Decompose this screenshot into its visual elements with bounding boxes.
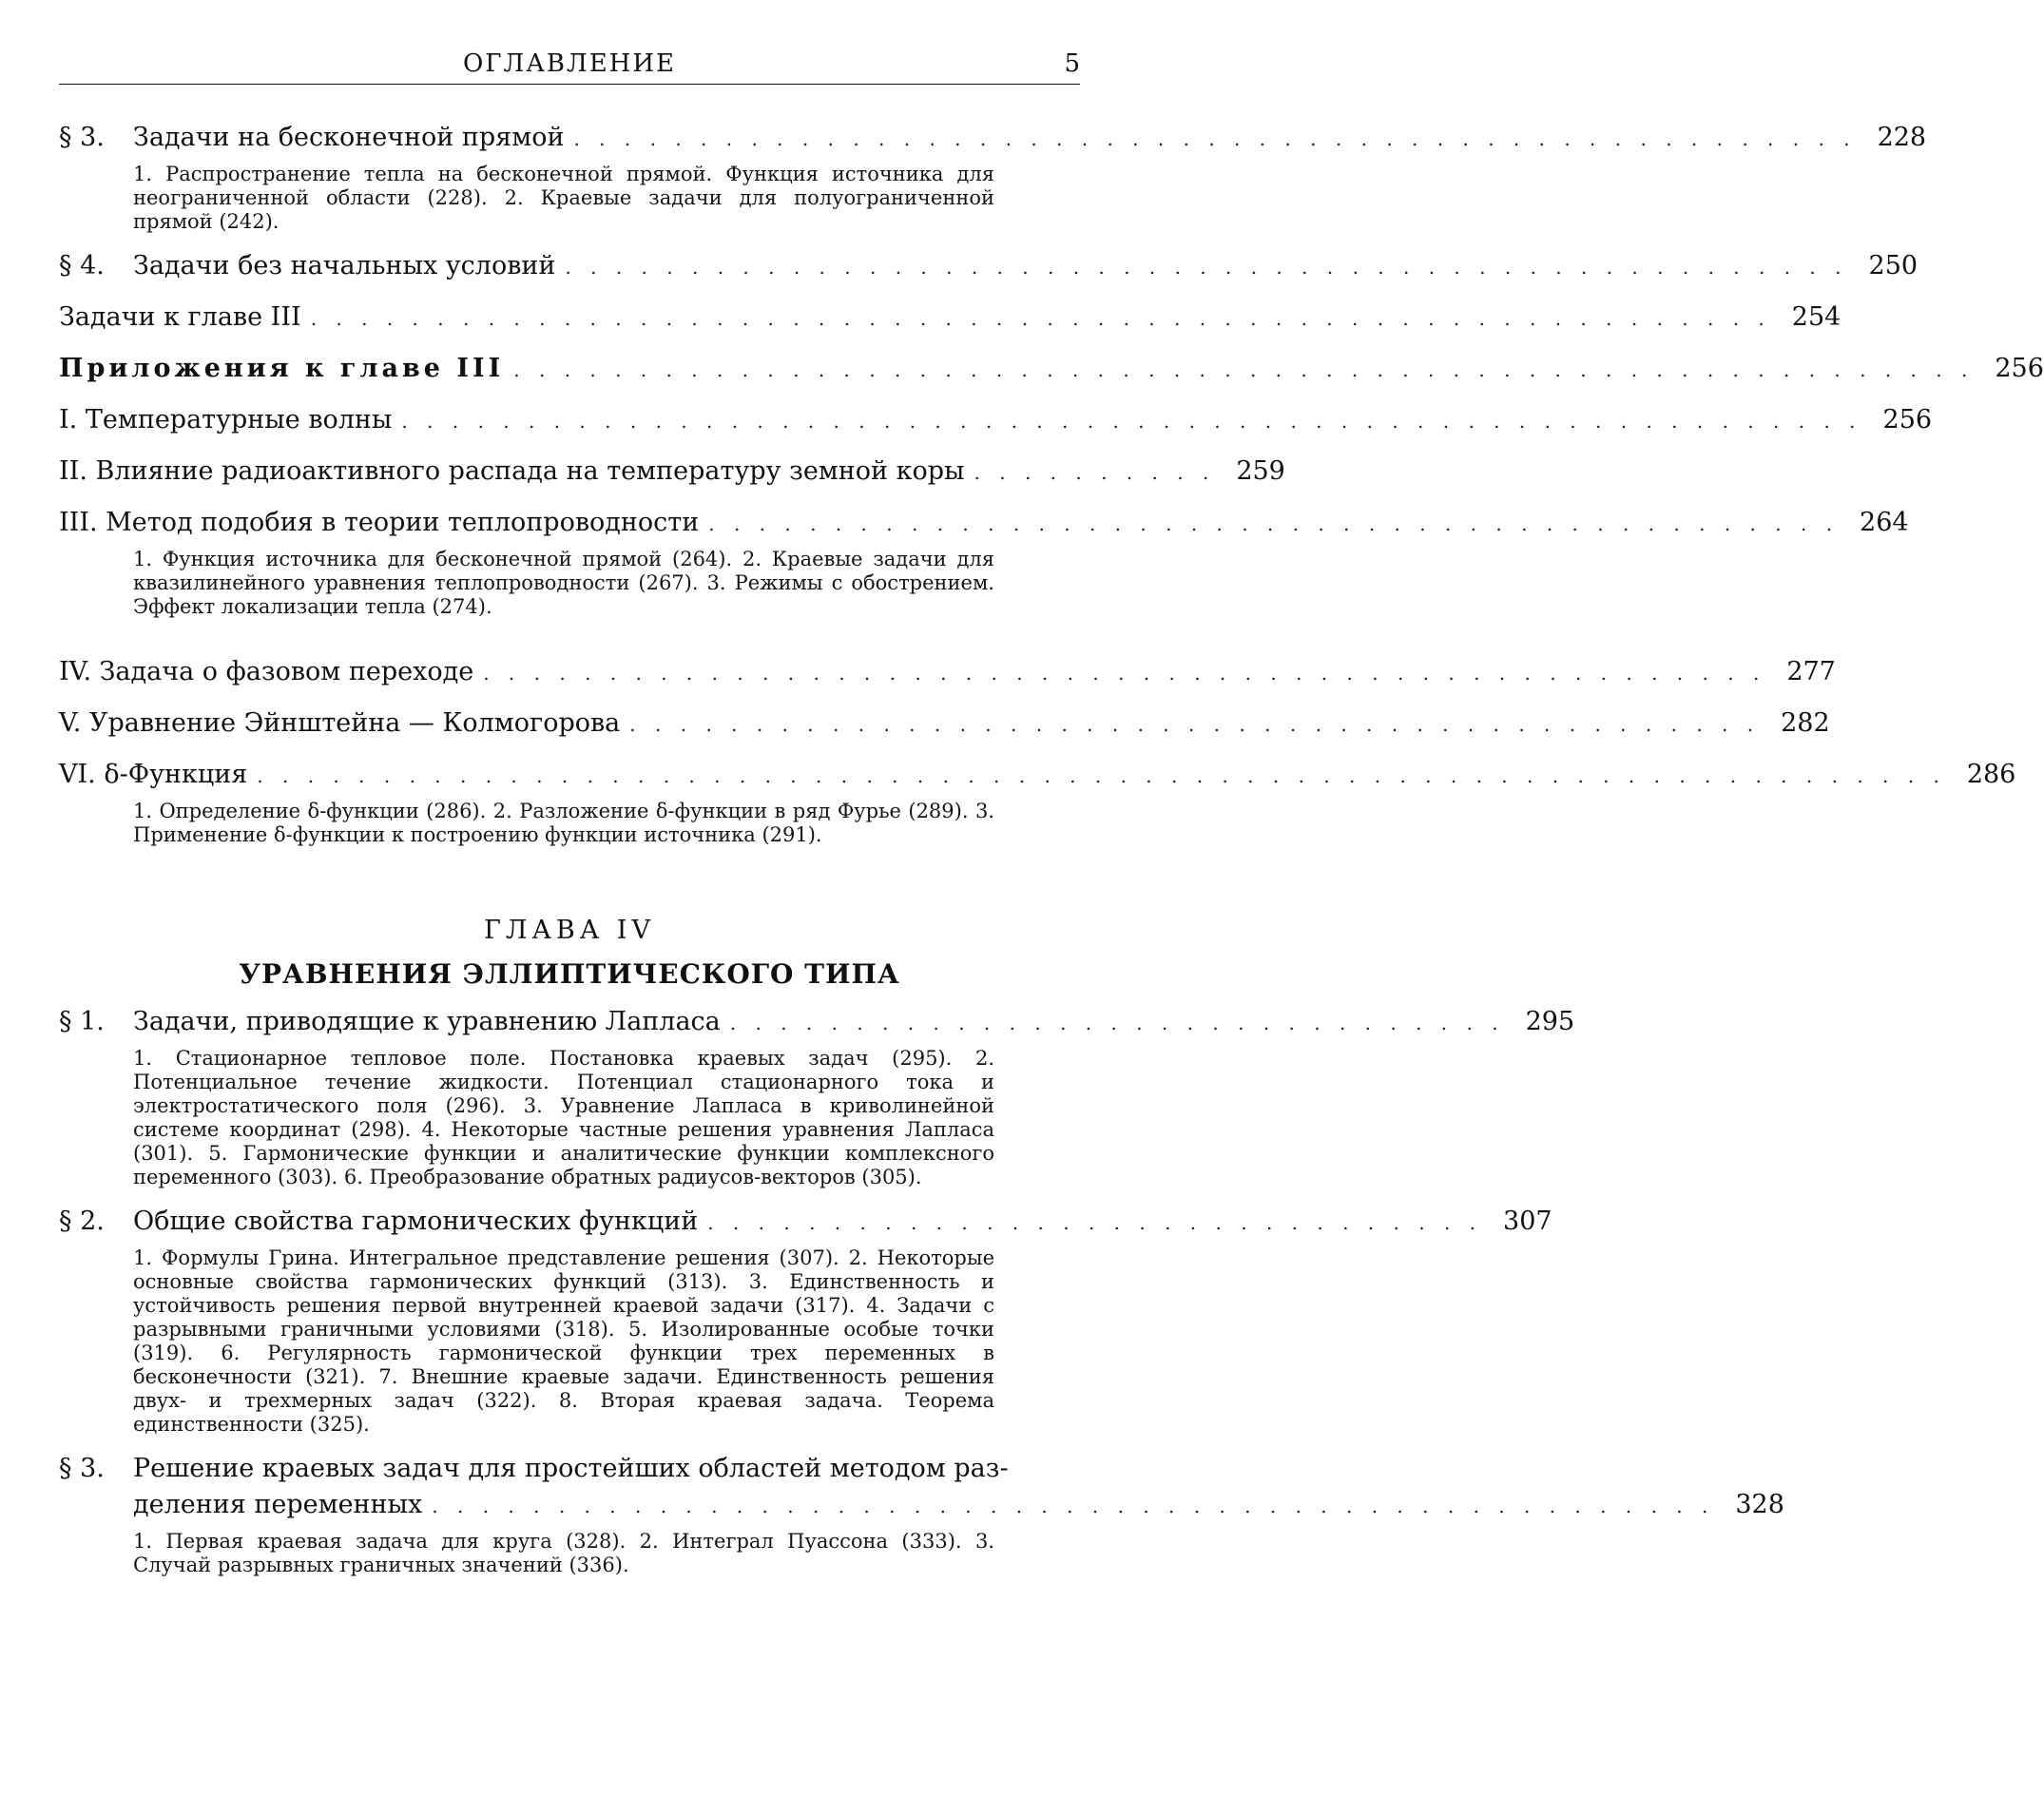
entry-page: 250 bbox=[1868, 251, 1919, 280]
leader-dots: . . . . . . . . . . . . . . . . . . . . . . . . . . . . . . . . . . . . . . . . . . . . . . . . . . . bbox=[483, 662, 1766, 685]
entry-page: 328 bbox=[1735, 1490, 1784, 1519]
toc-entry-ch4-s3[interactable] bbox=[59, 1451, 1784, 1577]
leader-dots: . . . . . . . . . . . . . . . . . . . . . . . . . . . . . . . . . . . . . . . . . . . . . . . . . . . bbox=[432, 1495, 1715, 1517]
entry-subsections: 1. Формулы Грина. Интегральное представление решения (307). 2. Некоторые основные свойства гармонических функций (313). 3. Единственность и устойчивость решения первой внутренней краевой задачи (317). 4. Задачи с разрывными граничными условиями (318). 5. Изолированные особые точки (319). 6. Регулярность гармонической функции трех переменных в бесконечности (321). 7. Внешние краевые задачи. Единственность решения двух- и трехмерных задач (322). 8. Вторая краевая задача. Теорема единственности (325). bbox=[133, 1246, 994, 1436]
entry-title: Задачи без начальных условий bbox=[133, 251, 556, 280]
toc-entry-appendix-6[interactable] bbox=[59, 757, 2016, 847]
entry-subsections: 1. Первая краевая задача для круга (328). 2. Интеграл Пуассона (333). 3. Случай разрывных граничных значений (336). bbox=[133, 1530, 994, 1576]
chapter-title: УРАВНЕНИЯ ЭЛЛИПТИЧЕСКОГО ТИПА bbox=[239, 958, 900, 990]
entry-title: Приложения к главе III bbox=[59, 354, 505, 383]
entry-title-line-1: Решение краевых задач для простейших областей методом раз- bbox=[133, 1454, 1009, 1483]
leader-dots: . . . . . . . . . . . . . . . . . . . . . . . . . . . . . . . . . . . . . . . . . . . . . bbox=[629, 713, 1761, 736]
leader-dots: . . . . . . . . . . . . . . . . . . . . . . . . . . . . . . . bbox=[707, 1211, 1483, 1234]
entry-page: 307 bbox=[1503, 1207, 1552, 1236]
section-number: § 3. bbox=[59, 123, 105, 152]
toc-entry-ch4-s1[interactable] bbox=[59, 1004, 1575, 1189]
entry-page: 254 bbox=[1791, 302, 1842, 332]
section-number: § 3. bbox=[59, 1454, 105, 1483]
chapter-label: ГЛАВА IV bbox=[484, 916, 655, 945]
toc-entry-appendix[interactable] bbox=[59, 351, 2044, 388]
entry-page: 256 bbox=[1882, 405, 1933, 435]
entry-page: 264 bbox=[1860, 508, 1909, 537]
leader-dots: . . . . . . . . . . . . . . . . . . . . . . . . . . . . . . . . . . . . . . . . . . . . . . . . . . . . . . . . . . bbox=[401, 410, 1862, 433]
running-header bbox=[59, 42, 1080, 85]
entry-page: 228 bbox=[1877, 123, 1927, 152]
entry-title: VI. δ-Функция bbox=[59, 760, 248, 789]
toc-entry-appendix-4[interactable] bbox=[59, 654, 1836, 691]
section-number: § 1. bbox=[59, 1007, 105, 1036]
entry-title: V. Уравнение Эйнштейна — Колмогорова bbox=[59, 708, 621, 738]
entry-title: IV. Задача о фазовом переходе bbox=[59, 657, 474, 686]
entry-subsections: 1. Функция источника для бесконечной прямой (264). 2. Краевые задачи для квазилинейного уравнения теплопроводности (267). 3. Режимы с обострением. Эффект локализации тепла (274). bbox=[133, 548, 994, 618]
toc-entry-s4[interactable] bbox=[59, 248, 1919, 285]
entry-page: 295 bbox=[1525, 1007, 1575, 1036]
leader-dots: . . . . . . . . . . . . . . . . . . . . . . . . . . . . . . . . . . . . . . . . . . . . . . . . . . . . . . . . . . bbox=[513, 358, 1975, 381]
entry-title: I. Температурные волны bbox=[59, 405, 393, 435]
toc-entry-problems[interactable] bbox=[59, 299, 1842, 337]
entry-page: 282 bbox=[1781, 708, 1830, 738]
entry-title: Задачи к главе III bbox=[59, 302, 301, 332]
entry-page: 286 bbox=[1966, 760, 2016, 789]
header-page-number: 5 bbox=[1064, 49, 1080, 78]
leader-dots: . . . . . . . . . . . . . . . . . . . . . . . . . . . . . . . . . . . . . . . . . . . . . . . . . . . . . . . . . . bbox=[310, 307, 1771, 330]
toc-entry-ch4-s2[interactable] bbox=[59, 1204, 1552, 1437]
toc-entry-appendix-3[interactable] bbox=[59, 505, 1909, 619]
section-number: § 4. bbox=[59, 251, 105, 280]
leader-dots: . . . . . . . . . . . . . . . . . . . . . . . . . . . . . . . . . . . . . . . . . . . . . . . . . . . bbox=[573, 127, 1857, 150]
section-number: § 2. bbox=[59, 1207, 105, 1236]
entry-page: 277 bbox=[1786, 657, 1836, 686]
toc-entry-appendix-2[interactable] bbox=[59, 454, 1285, 491]
entry-title: Задачи на бесконечной прямой bbox=[133, 123, 565, 152]
entry-title: Задачи, приводящие к уравнению Лапласа bbox=[133, 1007, 721, 1036]
entry-page: 259 bbox=[1236, 456, 1285, 486]
entry-title: Общие свойства гармонических функций bbox=[133, 1207, 699, 1236]
entry-subsections: 1. Определение δ-функции (286). 2. Разложение δ-функции в ряд Фурье (289). 3. Применение δ-функции к построению функции источника (291). bbox=[133, 800, 994, 846]
leader-dots: . . . . . . . . . . . . . . . . . . . . . . . . . . . . . . . . . . . . . . . . . . . . . . . . . . . bbox=[565, 256, 1848, 279]
entry-title-line-2: деления переменных bbox=[133, 1490, 423, 1519]
leader-dots: . . . . . . . . . . bbox=[974, 461, 1216, 484]
leader-dots: . . . . . . . . . . . . . . . . . . . . . . . . . . . . . . . . . . . . . . . . . . . . . bbox=[708, 512, 1840, 535]
entry-title: III. Метод подобия в теории теплопроводности bbox=[59, 508, 700, 537]
toc-entry-appendix-5[interactable] bbox=[59, 705, 1830, 743]
leader-dots: . . . . . . . . . . . . . . . . . . . . . . . . . . . . . . . . . . . . . . . . . . . . . . . . . . . . . . . . . . . . . . . . . . . bbox=[257, 764, 1946, 787]
toc-page bbox=[59, 42, 2044, 1577]
leader-dots: . . . . . . . . . . . . . . . . . . . . . . . . . . . . . . . bbox=[729, 1012, 1505, 1034]
toc-entry-appendix-1[interactable] bbox=[59, 402, 1933, 439]
entry-title: II. Влияние радиоактивного распада на температуру земной коры bbox=[59, 456, 965, 486]
entry-page: 256 bbox=[1995, 354, 2044, 383]
entry-subsections: 1. Стационарное тепловое поле. Постановка краевых задач (295). 2. Потенциальное течение жидкости. Потенциал стационарного тока и электростатического поля (296). 3. Уравнение Лапласа в криволинейной системе координат (298). 4. Некоторые частные решения уравнения Лапласа (301). 5. Гармонические функции и аналитические функции комплексного переменного (303). 6. Преобразование обратных радиусов-векторов (305). bbox=[133, 1047, 994, 1188]
entry-subsections: 1. Распространение тепла на бесконечной прямой. Функция источника для неограниченной области (228). 2. Краевые задачи для полуограниченной прямой (242). bbox=[133, 163, 994, 233]
toc-entry-s3[interactable] bbox=[59, 120, 1927, 234]
header-title: ОГЛАВЛЕНИЕ bbox=[462, 49, 677, 78]
